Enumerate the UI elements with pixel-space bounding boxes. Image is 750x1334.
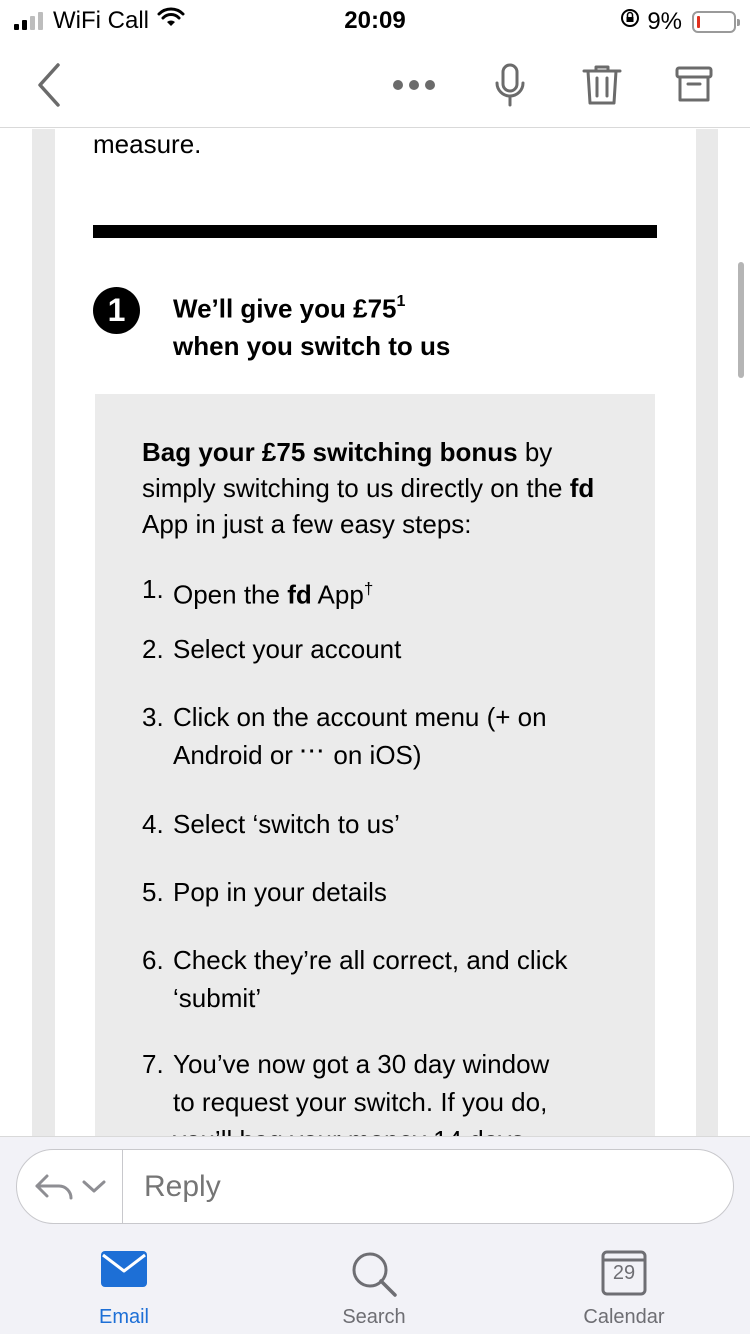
- section-divider: [93, 225, 657, 238]
- list-item: 2. Select your account: [142, 634, 402, 664]
- back-button[interactable]: [22, 42, 76, 128]
- list-item: 1. Open the fd App†: [142, 574, 374, 610]
- trash-icon: [582, 64, 622, 106]
- intro-paragraph: [142, 434, 622, 542]
- intro-text-1: by simply switching to us directly on the: [142, 437, 570, 503]
- chevron-down-icon: [81, 1179, 107, 1195]
- archive-icon: [675, 66, 713, 104]
- switching-bonus-panel: [95, 394, 655, 1154]
- intro-brand: fd: [569, 473, 595, 503]
- headline-line-2: when you switch to us: [173, 330, 451, 361]
- envelope-icon: [100, 1250, 148, 1293]
- tab-search[interactable]: [294, 1234, 454, 1334]
- microphone-icon: [495, 63, 525, 107]
- ellipsis-glyph: ···: [300, 741, 327, 763]
- email-margin-left: [32, 129, 55, 1136]
- email-margin-right: [696, 129, 718, 1136]
- battery-icon: [692, 11, 736, 33]
- intro-bold: Bag your £75 switching bonus: [142, 437, 518, 467]
- tab-calendar[interactable]: [544, 1234, 704, 1334]
- reply-arrow-icon: [33, 1172, 75, 1202]
- tab-bar: [0, 1234, 750, 1334]
- step-number-badge: 1: [93, 287, 140, 334]
- tab-calendar-label: Calendar: [583, 1306, 665, 1328]
- status-right: [619, 7, 736, 36]
- more-button[interactable]: [382, 42, 446, 128]
- chevron-left-icon: [36, 63, 62, 107]
- delete-button[interactable]: [570, 42, 634, 128]
- list-item: 6. Check they’re all correct, and click ‘submit’: [142, 945, 568, 1013]
- scroll-indicator[interactable]: [738, 262, 744, 378]
- list-item: 7. You’ve now got a 30 day window to request your switch. If you do,: [142, 1049, 550, 1117]
- message-toolbar: [0, 42, 750, 128]
- dictate-button[interactable]: [478, 42, 542, 128]
- section-headline: [173, 285, 450, 365]
- reply-bar: [0, 1136, 750, 1234]
- carrier-label: WiFi Call: [53, 7, 149, 34]
- calendar-day: 29: [612, 1262, 636, 1284]
- tab-email[interactable]: [44, 1234, 204, 1334]
- footnote-marker[interactable]: 1: [396, 293, 406, 310]
- previous-paragraph-tail: measure.: [93, 129, 202, 159]
- reply-input[interactable]: [144, 1150, 530, 1223]
- headline-line-1: We’ll give you £75: [173, 293, 397, 324]
- intro-text-2: App in just a few easy steps:: [142, 509, 472, 539]
- status-bar: [0, 0, 750, 42]
- battery-percent: 9%: [647, 7, 682, 35]
- tab-search-label: Search: [342, 1306, 406, 1328]
- footnote-marker[interactable]: †: [363, 579, 374, 598]
- status-time: 20:09: [344, 7, 406, 34]
- orientation-lock-icon: [619, 7, 641, 36]
- magnifier-icon: [350, 1250, 398, 1303]
- archive-button[interactable]: [662, 42, 726, 128]
- reply-options-button[interactable]: [17, 1150, 123, 1223]
- list-item: 5. Pop in your details: [142, 877, 387, 907]
- list-item: 3. Click on the account menu (+ on Android or ··· on iOS): [142, 702, 547, 770]
- email-body[interactable]: [0, 129, 750, 1136]
- calendar-icon: [601, 1250, 647, 1296]
- tab-email-label: Email: [98, 1306, 149, 1328]
- ellipsis-icon: [392, 79, 436, 91]
- reply-box: [16, 1149, 734, 1224]
- list-item: 4. Select ‘switch to us’: [142, 809, 400, 839]
